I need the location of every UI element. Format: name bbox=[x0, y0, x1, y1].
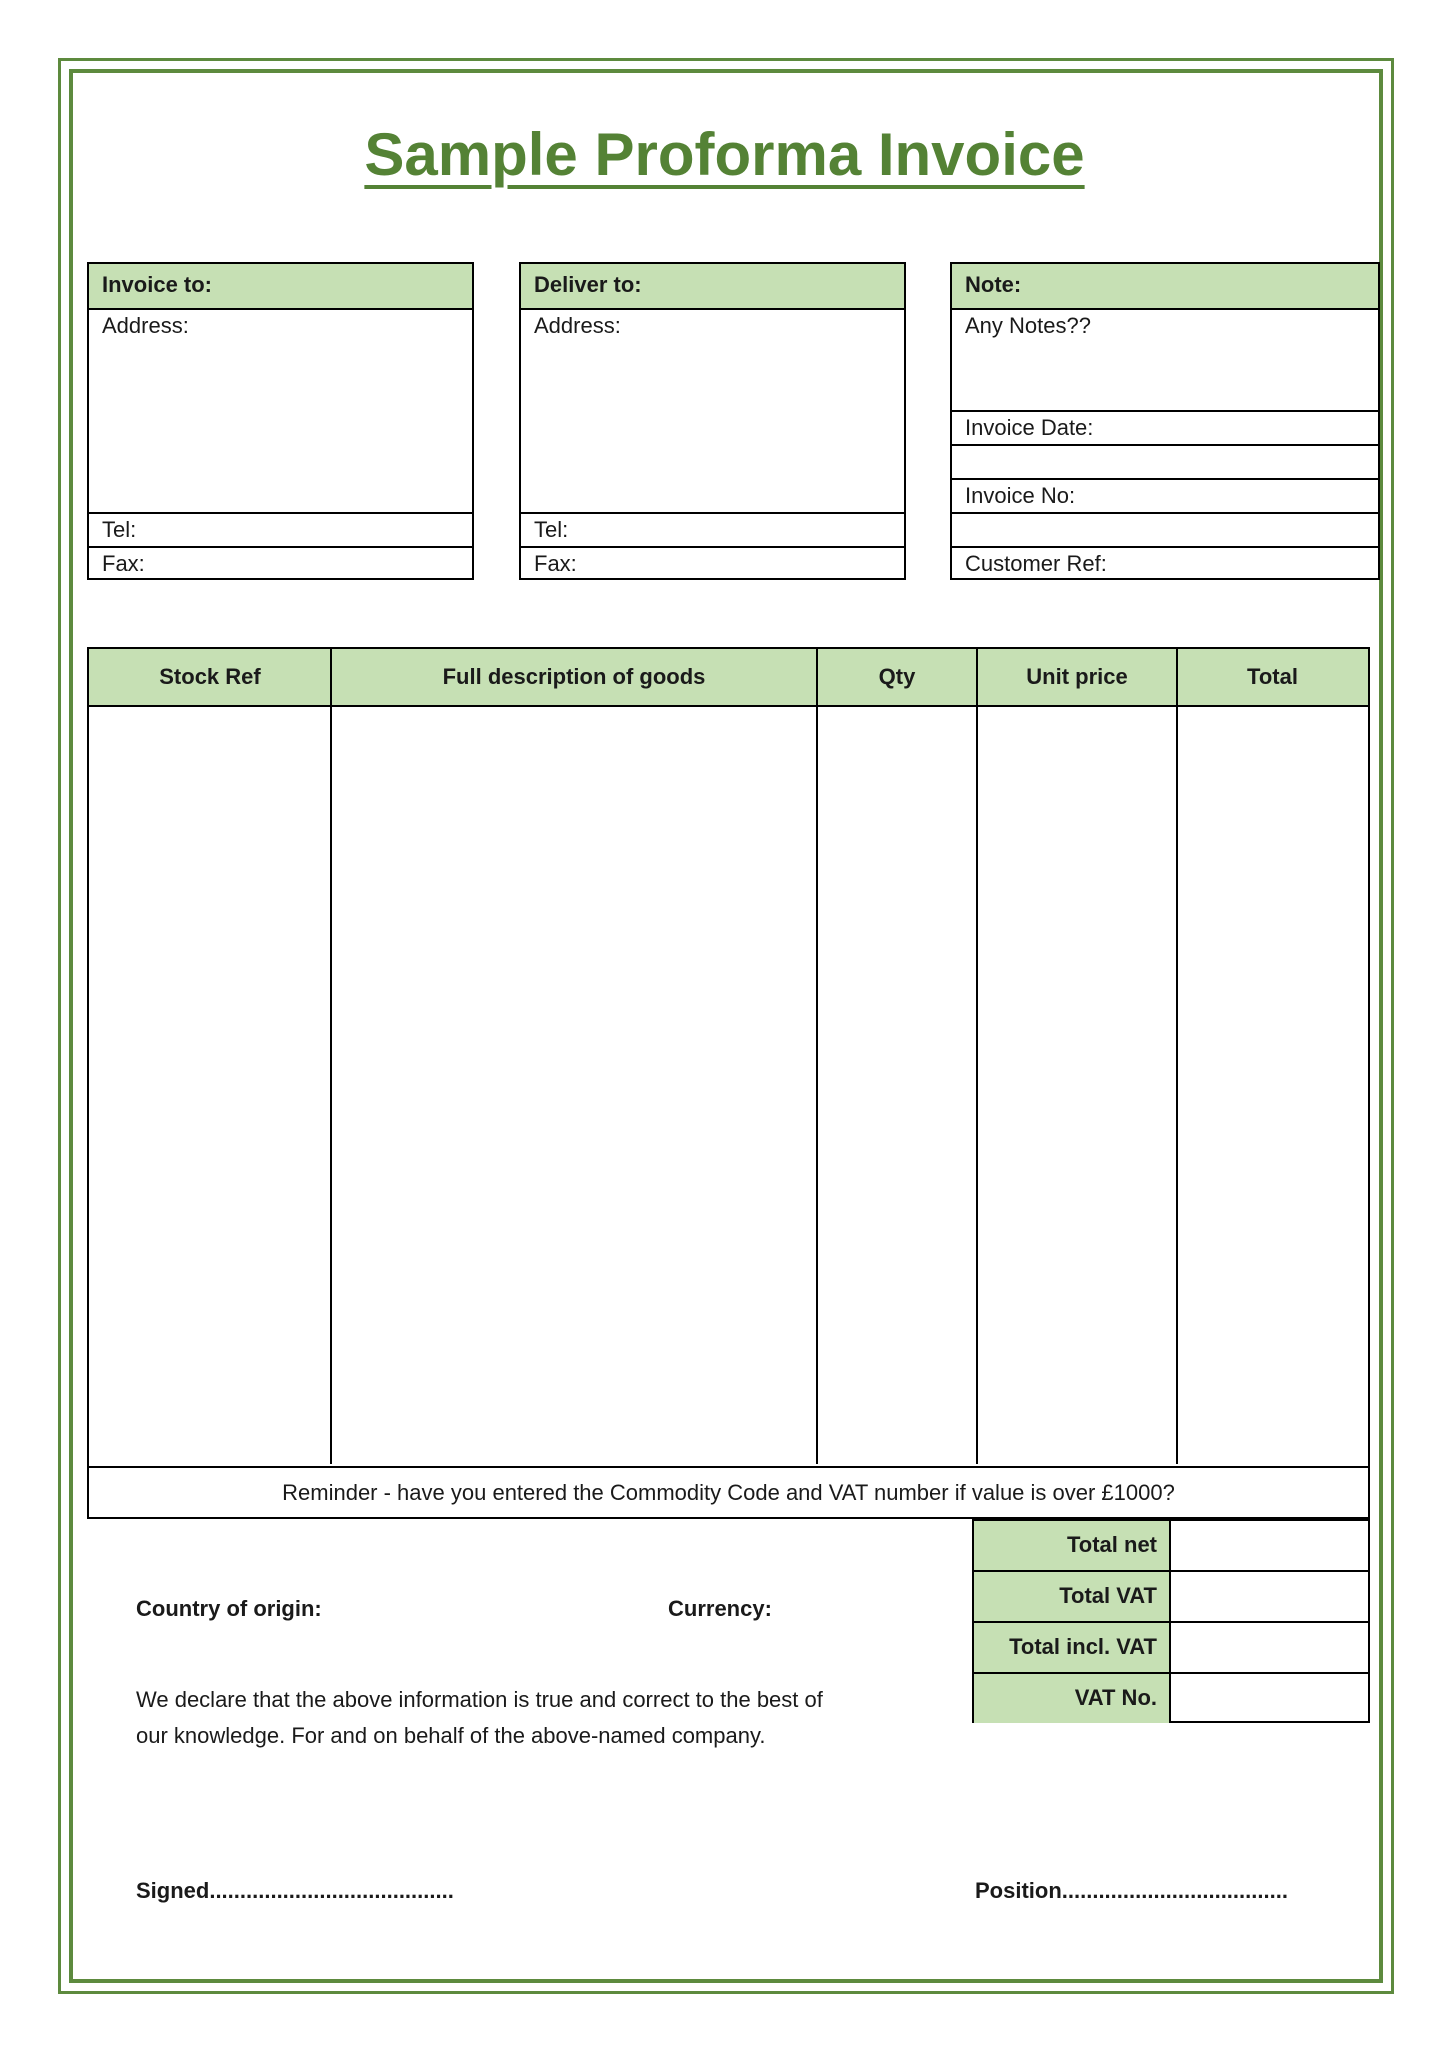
deliver-to-address-label: Address: bbox=[534, 313, 621, 338]
customer-ref-label: Customer Ref: bbox=[965, 551, 1107, 576]
column-header-description: Full description of goods bbox=[331, 649, 817, 707]
invoice-to-fax-label: Fax: bbox=[102, 551, 145, 576]
total-incl-vat-row bbox=[974, 1621, 1368, 1672]
notes-text: Any Notes?? bbox=[965, 313, 1091, 338]
column-header-unit-price: Unit price bbox=[977, 649, 1177, 707]
goods-table bbox=[87, 647, 1370, 1519]
invoice-date-field[interactable] bbox=[952, 410, 1378, 444]
invoice-to-fax-field[interactable] bbox=[89, 546, 472, 580]
country-of-origin-label: Country of origin: bbox=[136, 1596, 322, 1621]
invoice-no-value[interactable] bbox=[952, 512, 1378, 546]
column-divider bbox=[976, 649, 978, 1464]
column-divider bbox=[1176, 649, 1178, 1464]
vat-no-row bbox=[974, 1672, 1368, 1723]
total-vat-label: Total VAT bbox=[974, 1572, 1171, 1621]
total-vat-row bbox=[974, 1570, 1368, 1621]
total-incl-vat-label: Total incl. VAT bbox=[974, 1623, 1171, 1672]
reminder-text: Reminder - have you entered the Commodity Code and VAT number if value is over £1000? bbox=[282, 1480, 1175, 1505]
note-header: Note: bbox=[952, 264, 1378, 310]
position-line[interactable]: Position..................................... bbox=[975, 1878, 1288, 1903]
invoice-to-header: Invoice to: bbox=[89, 264, 472, 310]
total-net-value[interactable] bbox=[1171, 1521, 1368, 1570]
currency-label: Currency: bbox=[668, 1596, 772, 1621]
qty-column-cells[interactable] bbox=[817, 707, 977, 1464]
column-header-qty: Qty bbox=[817, 649, 977, 707]
vat-no-value[interactable] bbox=[1171, 1674, 1368, 1723]
invoice-to-tel-field[interactable] bbox=[89, 512, 472, 546]
deliver-to-tel-label: Tel: bbox=[534, 517, 569, 542]
invoice-no-label: Invoice No: bbox=[965, 483, 1076, 508]
invoice-date-label: Invoice Date: bbox=[965, 415, 1094, 440]
total-incl-vat-value[interactable] bbox=[1171, 1623, 1368, 1672]
deliver-to-header: Deliver to: bbox=[521, 264, 904, 310]
signed-line[interactable]: Signed........................................ bbox=[136, 1878, 454, 1903]
note-box bbox=[950, 262, 1380, 580]
total-vat-value[interactable] bbox=[1171, 1572, 1368, 1621]
deliver-to-box bbox=[519, 262, 906, 580]
deliver-to-fax-label: Fax: bbox=[534, 551, 577, 576]
column-header-total: Total bbox=[1177, 649, 1368, 707]
stock-ref-column-cells[interactable] bbox=[89, 707, 331, 1464]
vat-no-label: VAT No. bbox=[974, 1674, 1171, 1723]
invoice-date-value[interactable] bbox=[952, 444, 1378, 478]
declaration-text: We declare that the above information is true and correct to the best of our knowledge. For and on behalf of the above-named company. bbox=[136, 1687, 823, 1748]
invoice-to-address-label: Address: bbox=[102, 313, 189, 338]
invoice-to-box bbox=[87, 262, 474, 580]
totals-table bbox=[972, 1519, 1370, 1723]
customer-ref-field[interactable] bbox=[952, 546, 1378, 580]
page-title bbox=[0, 120, 1449, 189]
column-divider bbox=[816, 649, 818, 1464]
column-header-stock-ref: Stock Ref bbox=[89, 649, 331, 707]
page-title-text: Sample Proforma Invoice bbox=[364, 121, 1085, 188]
column-divider bbox=[330, 649, 332, 1464]
invoice-to-tel-label: Tel: bbox=[102, 517, 137, 542]
unit-price-column-cells[interactable] bbox=[977, 707, 1177, 1464]
total-net-label: Total net bbox=[974, 1521, 1171, 1570]
deliver-to-tel-field[interactable] bbox=[521, 512, 904, 546]
invoice-no-field[interactable] bbox=[952, 478, 1378, 512]
total-net-row bbox=[974, 1519, 1368, 1570]
description-column-cells[interactable] bbox=[331, 707, 817, 1464]
total-column-cells[interactable] bbox=[1177, 707, 1368, 1464]
deliver-to-fax-field[interactable] bbox=[521, 546, 904, 580]
